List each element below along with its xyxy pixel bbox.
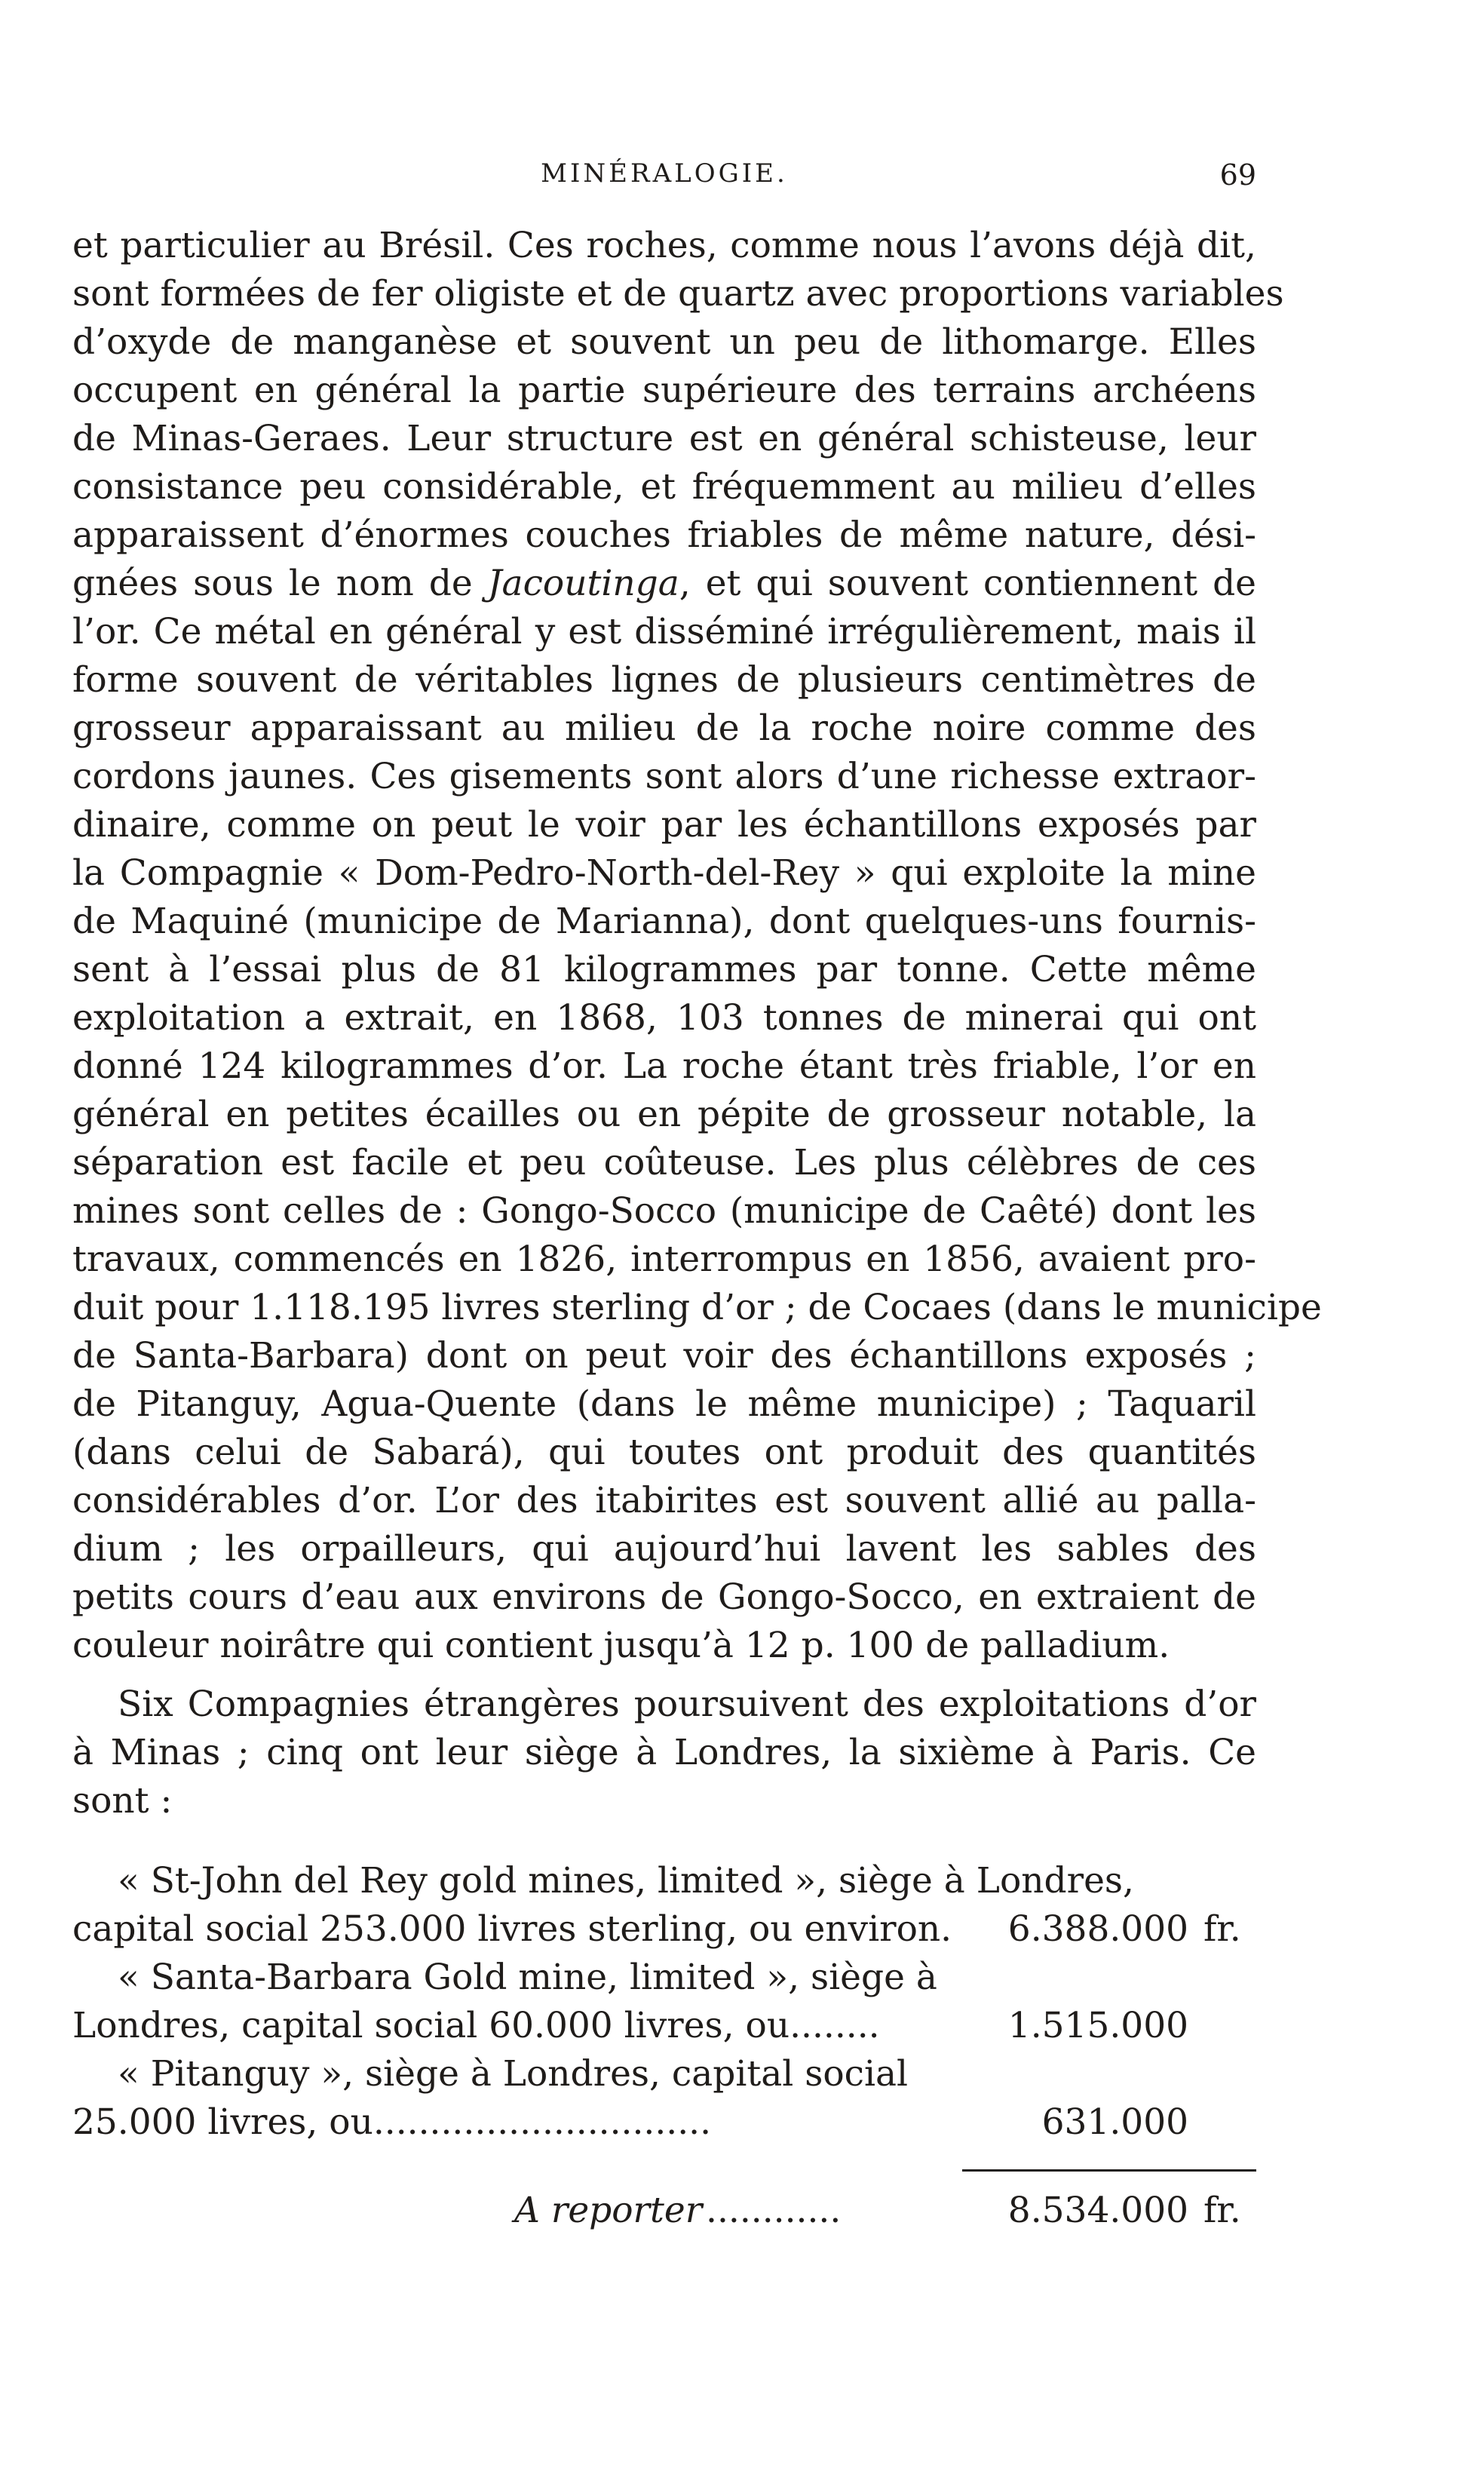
text-line: grosseur apparaissant au milieu de la roche noire comme des xyxy=(72,708,1256,749)
text-line: sont formées de fer oligiste et de quartz avec proportions variables xyxy=(72,273,1284,315)
ledger-entry-santa-barbara-line-2 xyxy=(72,2002,1256,2050)
ledger-description: Londres, capital social 60.000 livres, ou........ xyxy=(72,2005,880,2046)
amount-value: 1.515.000 xyxy=(1007,2005,1188,2046)
text-line: Six Compagnies étrangères poursuivent des exploitations d’or xyxy=(118,1684,1256,1725)
text-line: exploitation a extrait, en 1868, 103 tonnes de minerai qui ont xyxy=(72,997,1256,1039)
amount-unit: fr. xyxy=(1203,1908,1241,1950)
carry-forward-row xyxy=(72,2184,1256,2237)
ledger-amount xyxy=(1000,2098,1264,2147)
ledger-description: « Pitanguy », siège à Londres, capital social xyxy=(118,2053,909,2095)
ledger-description: capital social 253.000 livres sterling, ou environ. xyxy=(72,1908,952,1950)
ledger-entry-st-john-line-1 xyxy=(72,1857,1256,1905)
text-line: couleur noirâtre qui contient jusqu’à 12 p. 100 de palladium. xyxy=(72,1625,1170,1666)
ledger-entry-pitanguy-line-2 xyxy=(72,2098,1256,2147)
text-line: consistance peu considérable, et fréquemment au milieu d’elles xyxy=(72,466,1256,508)
sum-rule xyxy=(962,2169,1256,2172)
text-line: travaux, commencés en 1826, interrompus en 1856, avaient pro- xyxy=(72,1239,1256,1280)
running-head xyxy=(72,158,1256,204)
carry-forward-amount xyxy=(1000,2184,1264,2237)
text-line: occupent en général la partie supérieure des terrains archéens xyxy=(72,370,1256,411)
ledger-entry-santa-barbara-line-1 xyxy=(72,1954,1256,2002)
page-number: 69 xyxy=(1219,158,1256,192)
text-line: apparaissent d’énormes couches friables de même nature, dési- xyxy=(72,514,1256,556)
text-line: l’or. Ce métal en général y est disséminé irrégulièrement, mais il xyxy=(72,611,1256,652)
ledger-amount xyxy=(1000,2002,1264,2050)
amount-value: 631.000 xyxy=(1041,2101,1188,2143)
text-line: de Santa-Barbara) dont on peut voir des échantillons exposés ; xyxy=(72,1335,1256,1377)
text-line: de Minas-Geraes. Leur structure est en général schisteuse, leur xyxy=(72,418,1256,459)
carry-forward-label: A reporter xyxy=(514,2190,703,2231)
text-line: cordons jaunes. Ces gisements sont alors d’une richesse extraor- xyxy=(72,756,1256,797)
dot-leader: ............ xyxy=(706,2190,842,2231)
amount-value: 8.534.000 xyxy=(1007,2190,1188,2231)
text-line: mines sont celles de : Gongo-Socco (municipe de Caêté) dont les xyxy=(72,1190,1256,1232)
text-line: et particulier au Brésil. Ces roches, comme nous l’avons déjà dit, xyxy=(72,225,1256,266)
amount-unit: fr. xyxy=(1203,2190,1241,2231)
text-line: d’oxyde de manganèse et souvent un peu de lithomarge. Elles xyxy=(72,321,1256,363)
text-line: à Minas ; cinq ont leur siège à Londres, la sixième à Paris. Ce xyxy=(72,1732,1256,1773)
ledger-entry-pitanguy-line-1 xyxy=(72,2050,1256,2098)
body-text xyxy=(72,222,1322,1825)
text-line: de Pitanguy, Agua-Quente (dans le même municipe) ; Taquaril xyxy=(72,1383,1256,1425)
company-ledger xyxy=(72,1857,1256,2147)
italic-term-jacoutinga: Jacoutinga xyxy=(487,563,679,604)
text-fragment: gnées sous le nom de xyxy=(72,563,488,604)
text-line: sont : xyxy=(72,1780,173,1822)
ledger-description: 25.000 livres, ou.............................. xyxy=(72,2101,712,2143)
text-line: considérables d’or. L’or des itabirites est souvent allié au palla- xyxy=(72,1480,1256,1521)
text-line: (dans celui de Sabará), qui toutes ont produit des quantités xyxy=(72,1432,1256,1473)
text-line: donné 124 kilogrammes d’or. La roche étant très friable, l’or en xyxy=(72,1045,1256,1087)
text-fragment: , et qui souvent contiennent de xyxy=(679,563,1256,604)
text-line: duit pour 1.118.195 livres sterling d’or ; de Cocaes (dans le municipe xyxy=(72,1287,1322,1328)
text-line: de Maquiné (municipe de Marianna), dont quelques-uns fournis- xyxy=(72,901,1256,942)
text-line: dinaire, comme on peut le voir par les échantillons exposés par xyxy=(72,804,1256,846)
text-line: général en petites écailles ou en pépite de grosseur notable, la xyxy=(72,1094,1256,1135)
text-line: dium ; les orpailleurs, qui aujourd’hui lavent les sables des xyxy=(72,1528,1256,1570)
text-line-with-italic xyxy=(72,560,1256,608)
text-line: petits cours d’eau aux environs de Gongo-Socco, en extraient de xyxy=(72,1576,1256,1618)
text-line: séparation est facile et peu coûteuse. Les plus célèbres de ces xyxy=(72,1142,1256,1183)
text-line: sent à l’essai plus de 81 kilogrammes par tonne. Cette même xyxy=(72,949,1256,990)
ledger-description: « Santa-Barbara Gold mine, limited », siège à xyxy=(118,1957,937,1998)
ledger-amount xyxy=(1000,1905,1264,1954)
ledger-description: « St-John del Rey gold mines, limited », siège à Londres, xyxy=(118,1860,1134,1902)
text-line: la Compagnie « Dom-Pedro-North-del-Rey » qui exploite la mine xyxy=(72,852,1256,894)
amount-value: 6.388.000 xyxy=(1007,1908,1188,1950)
ledger-entry-st-john-line-2 xyxy=(72,1905,1256,1954)
running-title: MINÉRALOGIE. xyxy=(541,158,788,189)
text-line: forme souvent de véritables lignes de plusieurs centimètres de xyxy=(72,659,1256,701)
